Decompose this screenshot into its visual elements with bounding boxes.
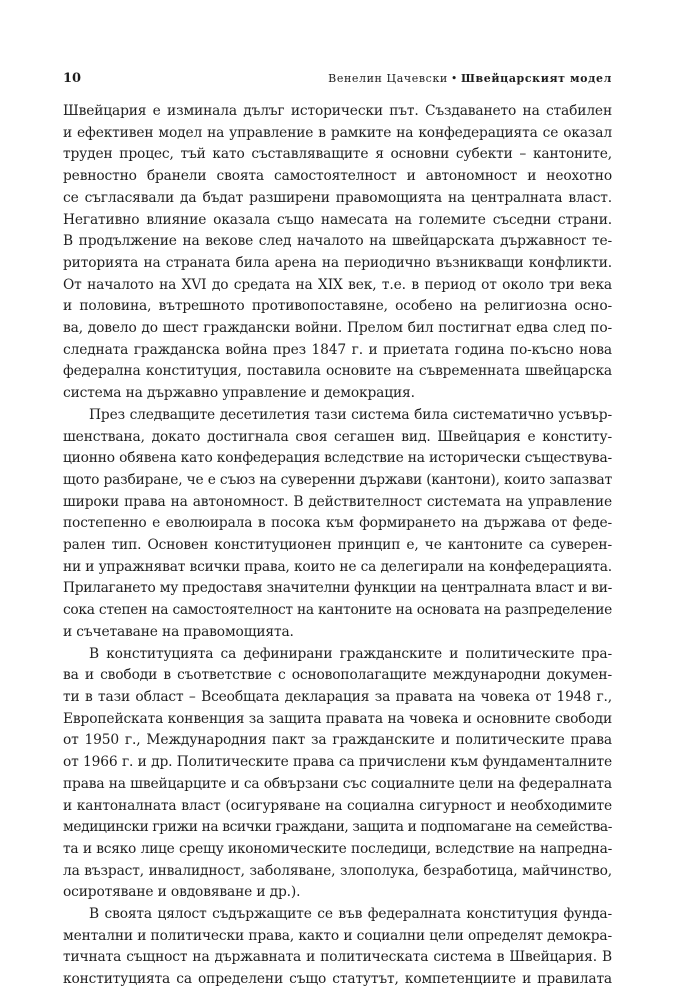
text-line: ментални и политически права, както и социални цели определят демокра- xyxy=(63,927,612,944)
text-line: от 1966 г. и др. Политическите права са причислени към фундаменталните xyxy=(63,754,612,771)
text-line: През следващите десетилетия тази система била систематично усъвър- xyxy=(89,406,612,423)
page-header xyxy=(63,68,612,90)
paragraph-4 xyxy=(63,904,612,991)
text-line: ва и свободи в съответствие с основополагащите международни докумен- xyxy=(63,667,612,684)
text-line: права на швейцарците и са обвързани със социалните цели на федералната xyxy=(63,775,612,792)
text-line: та и всяко лице срещу икономическите последици, вследствие на напредна- xyxy=(63,840,612,857)
text-line: Прилагането му предоставя значителни функции на централната власт и ви- xyxy=(63,580,612,597)
text-line: и половина, вътрешното противопоставяне, особено на религиозна осно- xyxy=(63,298,612,315)
page-number: 10 xyxy=(63,71,82,86)
text-line: постепенно е еволюирала в посока към формирането на държава от феде- xyxy=(63,515,612,532)
text-line: медицински грижи на всички граждани, защита и подпомагане на семейства- xyxy=(63,819,612,836)
text-line: щото разбиране, че е съюз на суверенни държави (кантони), които запазват xyxy=(63,471,612,488)
body-text xyxy=(63,101,612,991)
text-line: В продължение на векове след началото на швейцарската държавност те- xyxy=(63,233,612,250)
text-line: риторията на страната била арена на периодично възникващи конфликти. xyxy=(63,254,612,271)
text-line: широки права на автономност. В действителност системата на управление xyxy=(63,493,612,510)
running-head-author: Венелин Цачевски xyxy=(328,72,448,85)
text-line: ла възраст, инвалидност, заболяване, злополука, безработица, майчинство, xyxy=(63,862,612,879)
text-line: и ефективен модел на управление в рамките на конфедерацията се оказал xyxy=(63,124,612,141)
paragraph-1 xyxy=(63,101,612,405)
text-line: шенствана, докато достигнала своя сегашен вид. Швейцария е конститу- xyxy=(63,428,612,445)
text-line: ти в тази област – Всеобщата декларация за правата на човека от 1948 г., xyxy=(63,688,612,705)
text-line: се съгласявали да бъдат разширени правомощията на централната власт. xyxy=(63,189,612,206)
text-line: В конституцията са дефинирани гражданските и политическите пра- xyxy=(89,645,612,662)
text-line: Швейцария е изминала дълъг исторически път. Създаването на стабилен xyxy=(63,103,612,119)
text-line: ционно обявена като конфедерация вследствие на исторически съществува- xyxy=(63,450,612,467)
text-line: и съчетаване на правомощията. xyxy=(63,623,294,640)
text-line: рален тип. Основен конституционен принцип е, че кантоните са суверен- xyxy=(63,537,612,554)
text-line: сока степен на самостоятелност на кантоните на основата на разпределение xyxy=(63,602,612,619)
text-line: ва, довело до шест граждански войни. Прелом бил постигнат едва след по- xyxy=(63,320,612,337)
text-line: и кантоналната власт (осигуряване на социална сигурност и необходимите xyxy=(63,797,612,814)
text-line: система на държавно управление и демокрация. xyxy=(63,385,415,402)
running-head-book-title: Швейцарският модел xyxy=(460,72,612,85)
text-line: от 1950 г., Международния пакт за гражданските и политическите права xyxy=(63,732,612,749)
text-line: осиротяване и овдовяване и др.). xyxy=(63,884,301,901)
paragraph-3 xyxy=(63,644,612,904)
text-line: Европейската конвенция за защита правата на човека и основните свободи xyxy=(63,710,612,727)
text-line: Негативно влияние оказала също намесата на големите съседни страни. xyxy=(63,211,612,228)
text-line: труден процес, тъй като съставляващите я основни субекти – кантоните, xyxy=(63,146,612,163)
text-line: ревностно бранели своята самостоятелност и автономност и неохотно xyxy=(63,168,612,185)
text-line: федерална конституция, поставила основите на съвременната швейцарска xyxy=(63,363,612,380)
paragraph-2 xyxy=(63,405,612,644)
text-line: следната гражданска война през 1847 г. и приетата година по-късно нова xyxy=(63,341,612,358)
text-line: В своята цялост съдържащите се във федералната конституция фунда- xyxy=(89,906,612,923)
text-line: ни и упражняват всички права, които не са делегирали на конфедерацията. xyxy=(63,558,612,575)
text-line: конституцията са определени също статутът, компетенциите и правилата xyxy=(63,971,612,988)
running-head xyxy=(328,68,612,90)
running-head-separator: • xyxy=(450,72,458,85)
text-line: тичната същност на държавната и политическата система в Швейцария. В xyxy=(63,949,612,966)
text-line: От началото на XVI до средата на XIX век, т.е. в период от около три века xyxy=(63,276,612,293)
